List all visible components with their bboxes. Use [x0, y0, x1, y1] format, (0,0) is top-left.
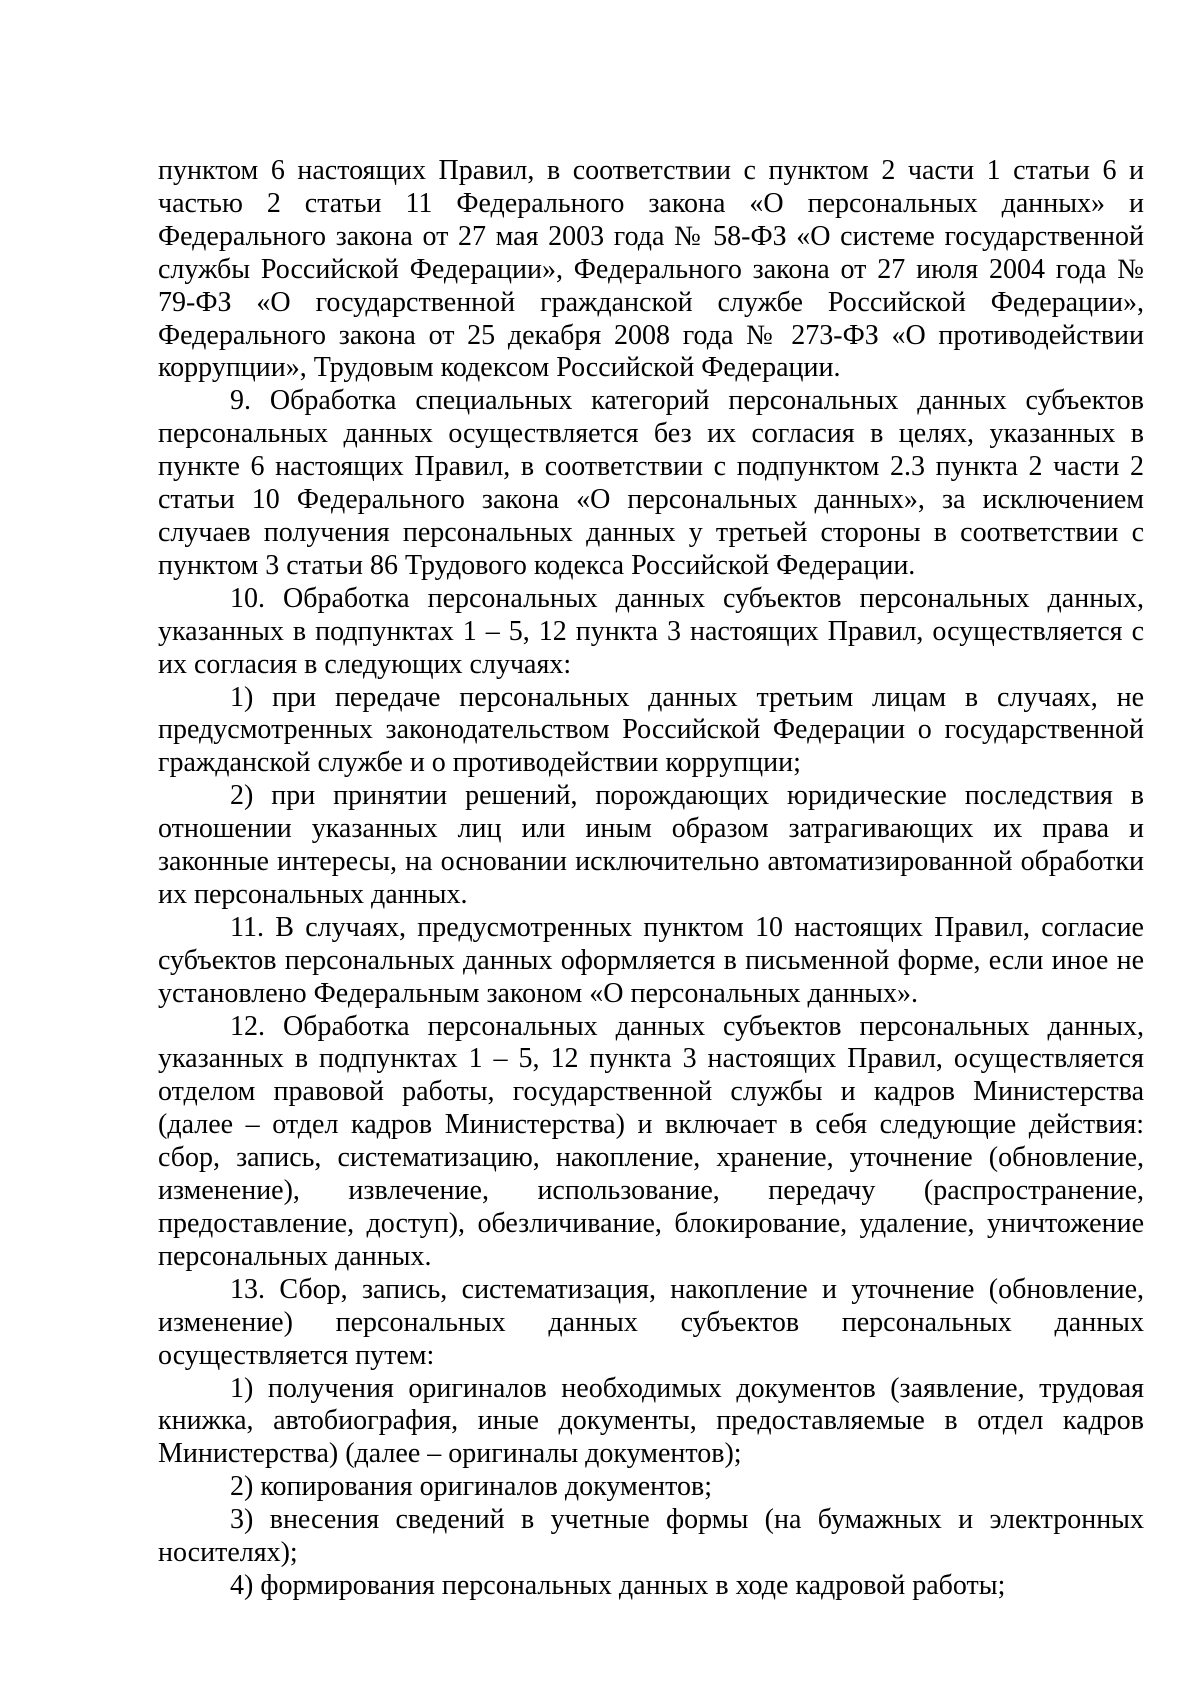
paragraph-11: 11. В случаях, предусмотренных пунктом 10 настоящих Правил, согласие субъектов персональных данных оформляется в письменной форме, если иное не установлено Федеральным законом «О персональных данных». — [158, 911, 1144, 1009]
paragraph-10-item-1: 1) при передаче персональных данных третьим лицам в случаях, не предусмотренных законодательством Российской Федерации о государственной гражданской службе и о противодействии коррупции; — [158, 681, 1144, 779]
paragraph-13: 13. Сбор, запись, систематизация, накопление и уточнение (обновление, изменение) персональных данных субъектов персональных данных осуществляется путем: — [158, 1273, 1144, 1371]
paragraph-13-item-2: 2) копирования оригиналов документов; — [230, 1471, 712, 1503]
paragraph-12: 12. Обработка персональных данных субъектов персональных данных, указанных в подпунктах 1 – 5, 12 пункта 3 настоящих Правил, осуществляется отделом правовой работы, государственной службы и кадров Министерства (далее – отдел кадров Министерства) и включает в себя следующие действия: сбор, запись, систематизацию, накопление, хранение, уточнение (обновление, изменение), извлечение, использование, передачу (распространение, предоставление, доступ), обезличивание, блокирование, удаление, уничтожение персональных данных. — [158, 1010, 1144, 1272]
paragraph-10: 10. Обработка персональных данных субъектов персональных данных, указанных в подпунктах 1 – 5, 12 пункта 3 настоящих Правил, осуществляется с их согласия в следующих случаях: — [158, 582, 1144, 680]
paragraph-13-item-1: 1) получения оригиналов необходимых документов (заявление, трудовая книжка, автобиография, иные документы, предоставляемые в отдел кадров Министерства) (далее – оригиналы документов); — [158, 1372, 1144, 1470]
paragraph-8-continuation: пунктом 6 настоящих Правил, в соответствии с пунктом 2 части 1 статьи 6 и частью 2 статьи 11 Федерального закона «О персональных данных» и Федерального закона от 27 мая 2003 года № 58-ФЗ «О системе государственной службы Российской Федерации», Федерального закона от 27 июля 2004 года № 79-ФЗ «О государственной гражданской службе Российской Федерации», Федерального закона от 25 декабря 2008 года № 273-ФЗ «О противодействии коррупции», Трудовым кодексом Российской Федерации. — [158, 155, 1144, 384]
paragraph-13-item-4: 4) формирования персональных данных в ходе кадровой работы; — [230, 1569, 1006, 1601]
paragraph-9: 9. Обработка специальных категорий персональных данных субъектов персональных данных осуществляется без их согласия в целях, указанных в пункте 6 настоящих Правил, в соответствии с подпунктом 2.3 пункта 2 части 2 статьи 10 Федерального закона «О персональных данных», за исключением случаев получения персональных данных у третьей стороны в соответствии с пунктом 3 статьи 86 Трудового кодекса Российской Федерации. — [158, 385, 1144, 581]
document-body — [158, 155, 1144, 1603]
paragraph-13-item-3: 3) внесения сведений в учетные формы (на бумажных и электронных носителях); — [158, 1504, 1144, 1569]
paragraph-10-item-2: 2) при принятии решений, порождающих юридические последствия в отношении указанных лиц или иным образом затрагивающих их права и законные интересы, на основании исключительно автоматизированной обработки их персональных данных. — [158, 780, 1144, 910]
